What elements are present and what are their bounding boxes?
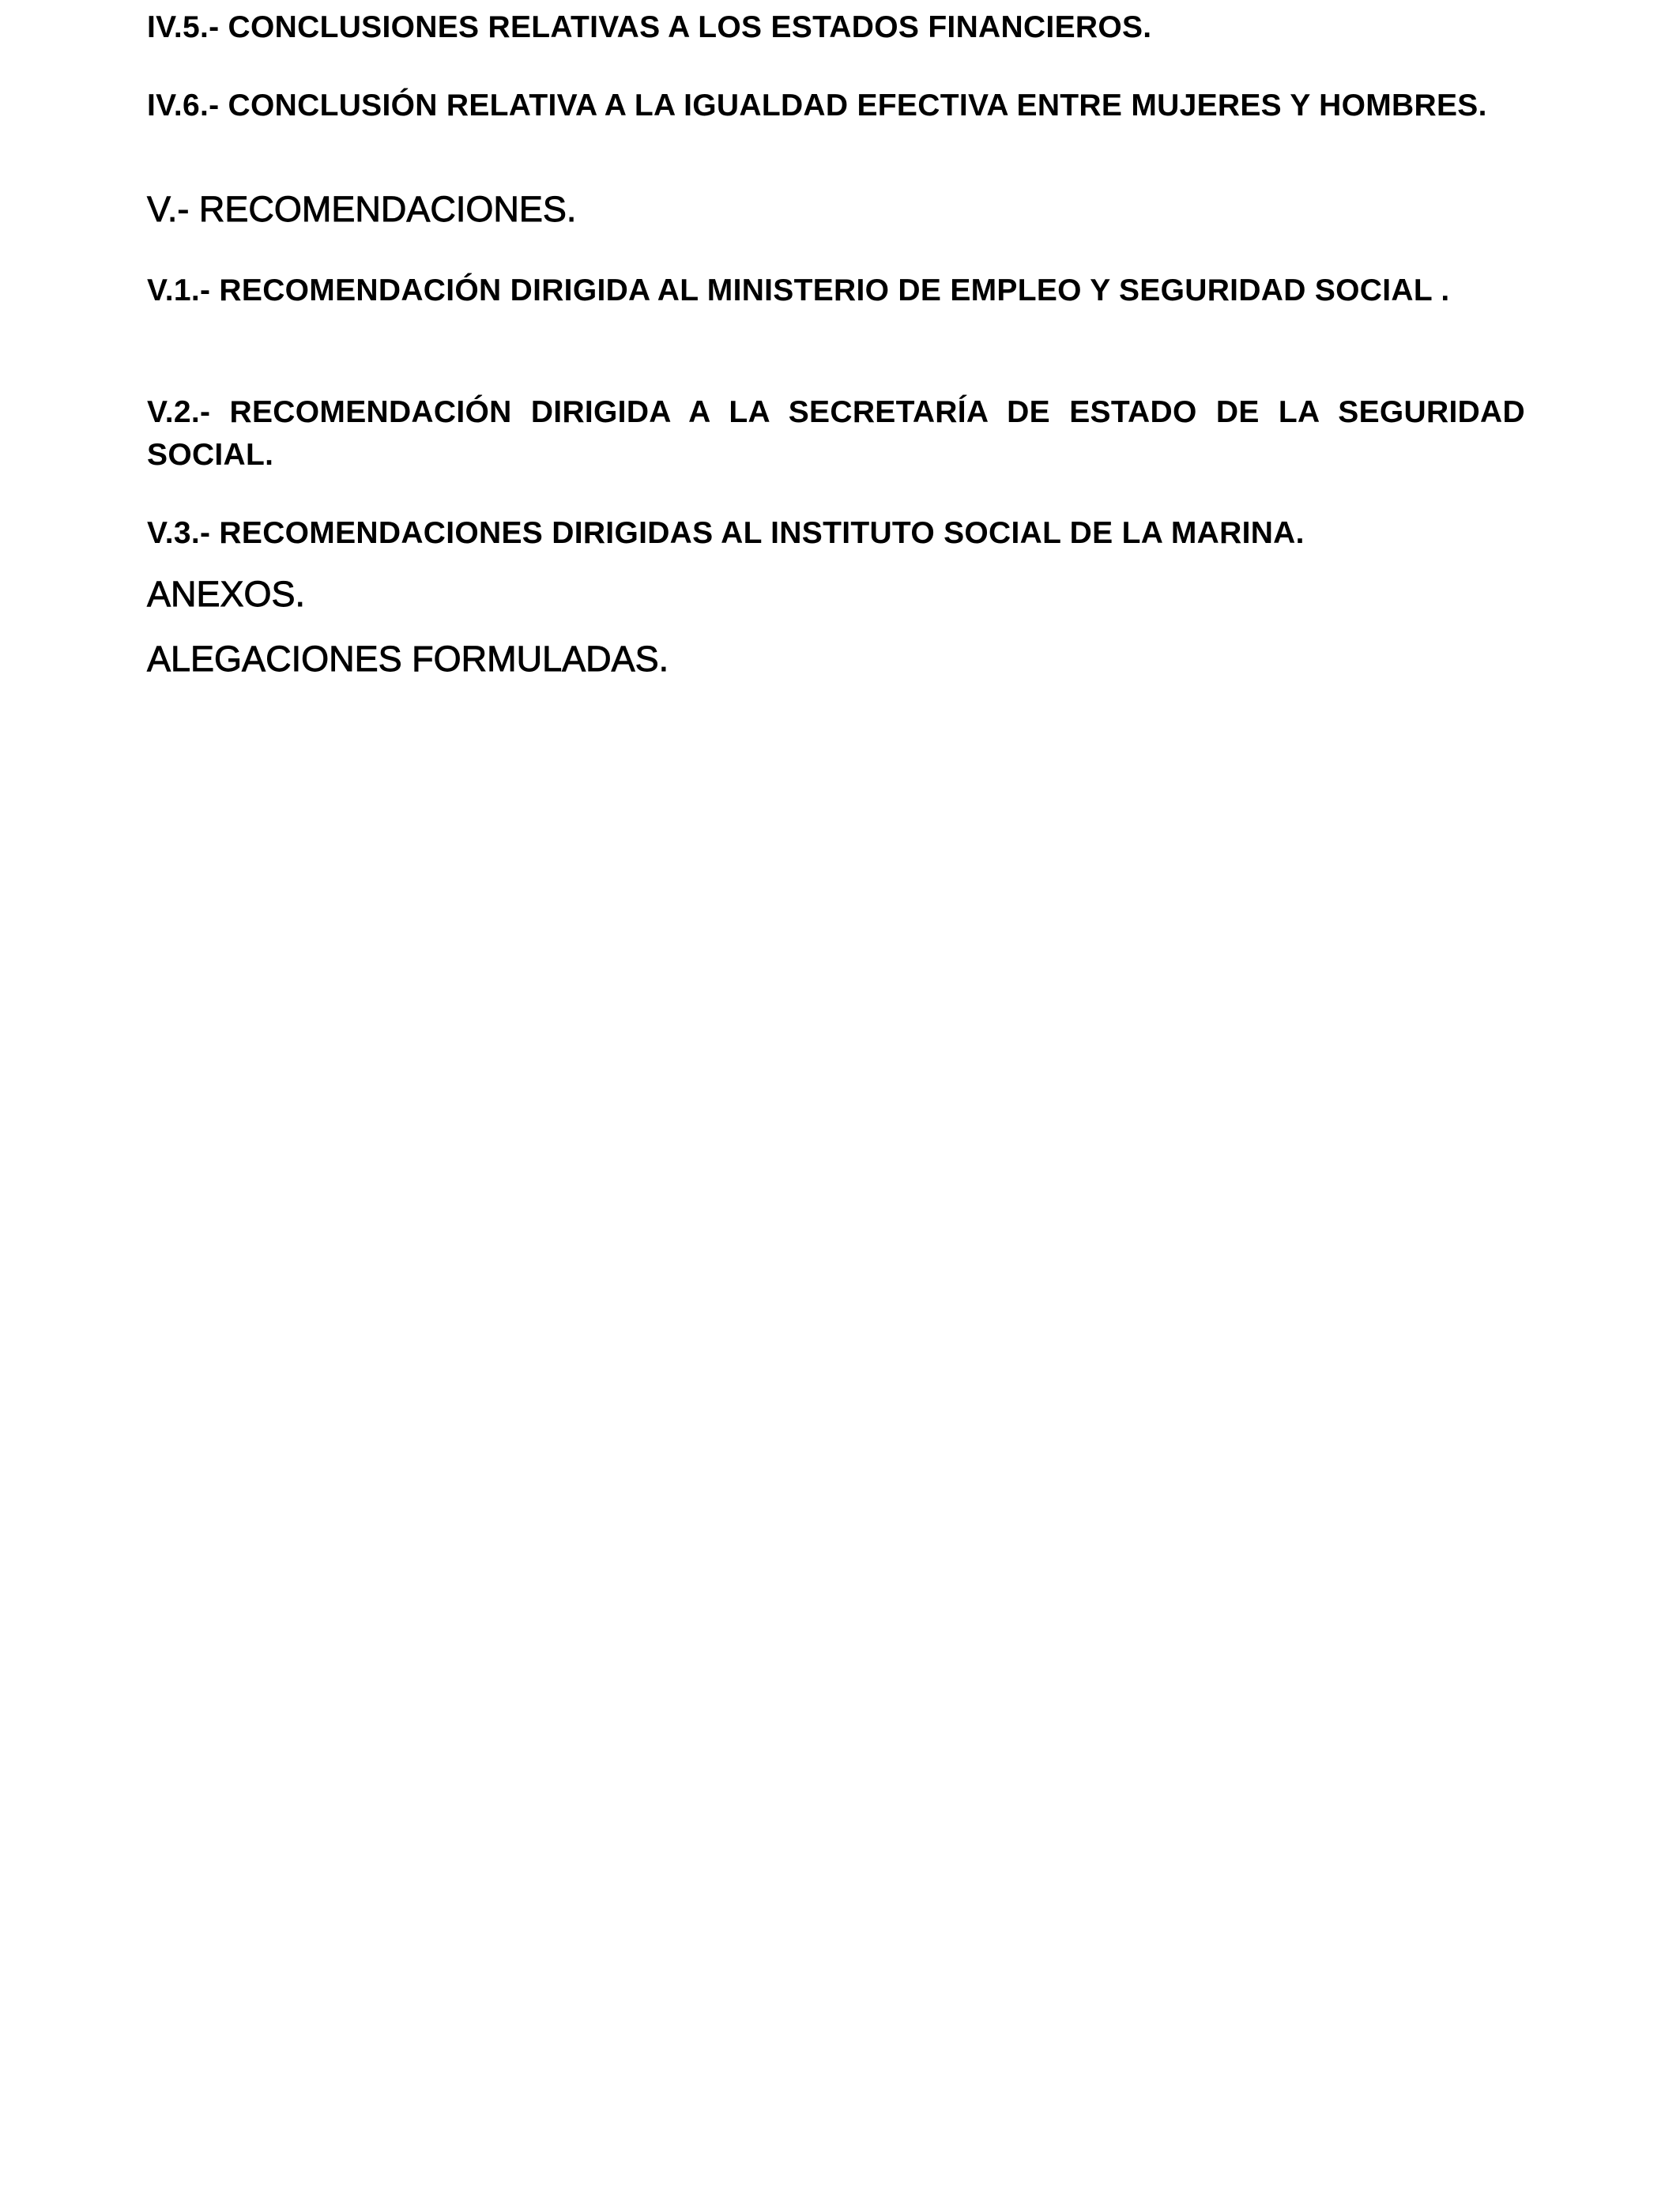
toc-heading-recomendaciones: V.- RECOMENDACIONES. xyxy=(147,189,577,229)
toc-entry-iv5: IV.5.- CONCLUSIONES RELATIVAS A LOS ESTADOS FINANCIEROS. xyxy=(147,10,1152,44)
toc-heading-alegaciones: ALEGACIONES FORMULADAS. xyxy=(147,639,669,679)
toc-heading-anexos: ANEXOS. xyxy=(147,574,306,614)
toc-entry-v1: V.1.- RECOMENDACIÓN DIRIGIDA AL MINISTERIO DE EMPLEO Y SEGURIDAD SOCIAL . xyxy=(147,273,1450,307)
toc-entry-iv6: IV.6.- CONCLUSIÓN RELATIVA A LA IGUALDAD EFECTIVA ENTRE MUJERES Y HOMBRES. xyxy=(147,89,1487,123)
toc-entry-v2: V.2.- RECOMENDACIÓN DIRIGIDA A LA SECRETARÍA DE ESTADO DE LA SEGURIDAD SOCIAL. xyxy=(147,395,1525,472)
toc-entry-v3: V.3.- RECOMENDACIONES DIRIGIDAS AL INSTITUTO SOCIAL DE LA MARINA. xyxy=(147,516,1305,550)
